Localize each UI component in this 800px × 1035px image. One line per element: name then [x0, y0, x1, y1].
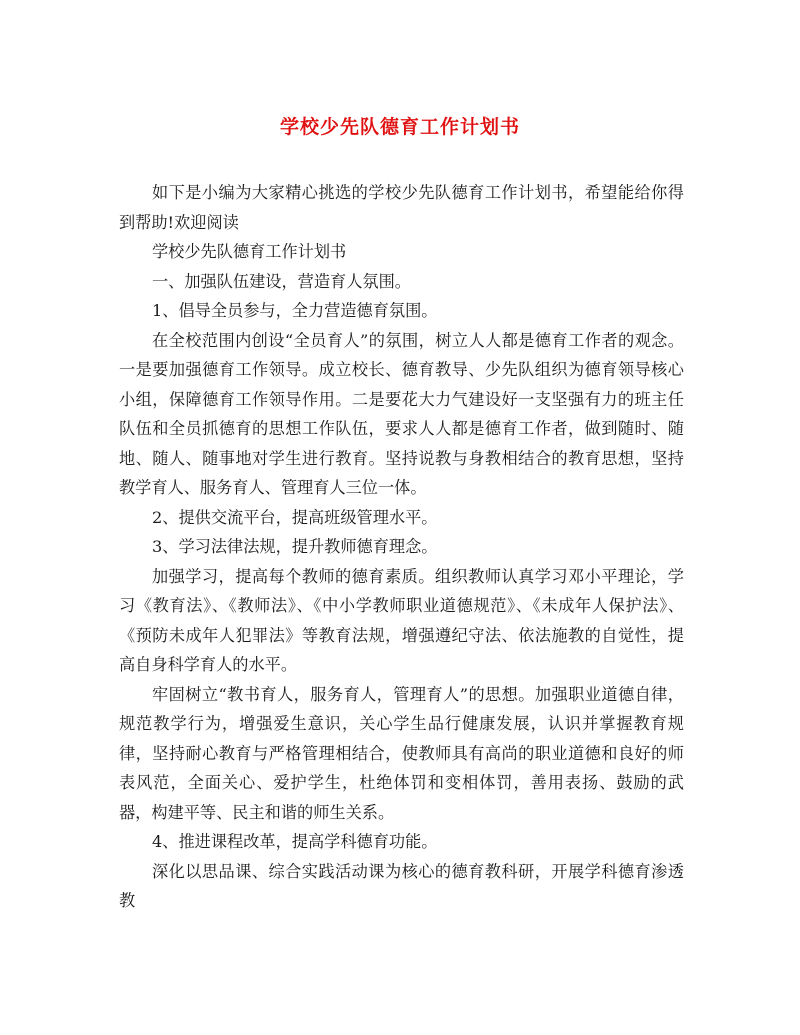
subsection-heading-3: 3、学习法律法规，提升教师德育理念。 [152, 537, 438, 556]
document-title: 学校少先队德育工作计划书 [279, 116, 520, 138]
body-paragraph: 深化以思品课、综合实践活动课为核心的德育教科研，开展学科德育渗透教 [119, 861, 684, 910]
document-body [119, 178, 684, 916]
subsection-heading-2: 2、提供交流平台，提高班级管理水平。 [152, 507, 438, 527]
subsection-heading-1: 1、倡导全员参与，全力营造德育氛围。 [152, 301, 438, 320]
subsection-heading-4: 4、推进课程改革，提高学科德育功能。 [152, 832, 438, 851]
body-paragraph: 在全校范围内创设“全员育人”的氛围，树立人人都是德育工作者的观念。一是要加强德育工作领导。成立校长、德育教导、少先队组织为德育领导核心小组，保障德育工作领导作用。二是要花大力气建设好一支坚强有力的班主任队伍和全员抓德育的思想工作队伍，要求人人都是德育工作者，做到随时、随地、随人、随事地对学生进行教育。坚持说教与身教相结合的教育思想，坚持教学育人、服务育人、管理育人三位一体。 [119, 330, 684, 497]
intro-paragraph: 如下是小编为大家精心挑选的学校少先队德育工作计划书，希望能给你得到帮助!欢迎阅读 [119, 183, 684, 232]
body-paragraph: 牢固树立“教书育人，服务育人，管理育人”的思想。加强职业道德自律，规范教学行为，增强爱生意识，关心学生品行健康发展，认识并掌握教育规律，坚持耐心教育与严格管理相结合，使教师具有高尚的职业道德和良好的师表风范，全面关心、爱护学生，杜绝体罚和变相体罚，善用表扬、鼓励的武器，构建平等、民主和谐的师生关系。 [119, 684, 684, 822]
section-heading-1: 一、加强队伍建设，营造育人氛围。 [152, 271, 411, 291]
subtitle-paragraph: 学校少先队德育工作计划书 [152, 242, 347, 261]
body-paragraph: 加强学习，提高每个教师的德育素质。组织教师认真学习邓小平理论，学习《教育法》、《教师法》、《中小学教师职业道德规范》、《未成年人保护法》、《预防未成年人犯罪法》等教育法规，增强遵纪守法、依法施教的自觉性，提高自身科学育人的水平。 [119, 566, 684, 674]
